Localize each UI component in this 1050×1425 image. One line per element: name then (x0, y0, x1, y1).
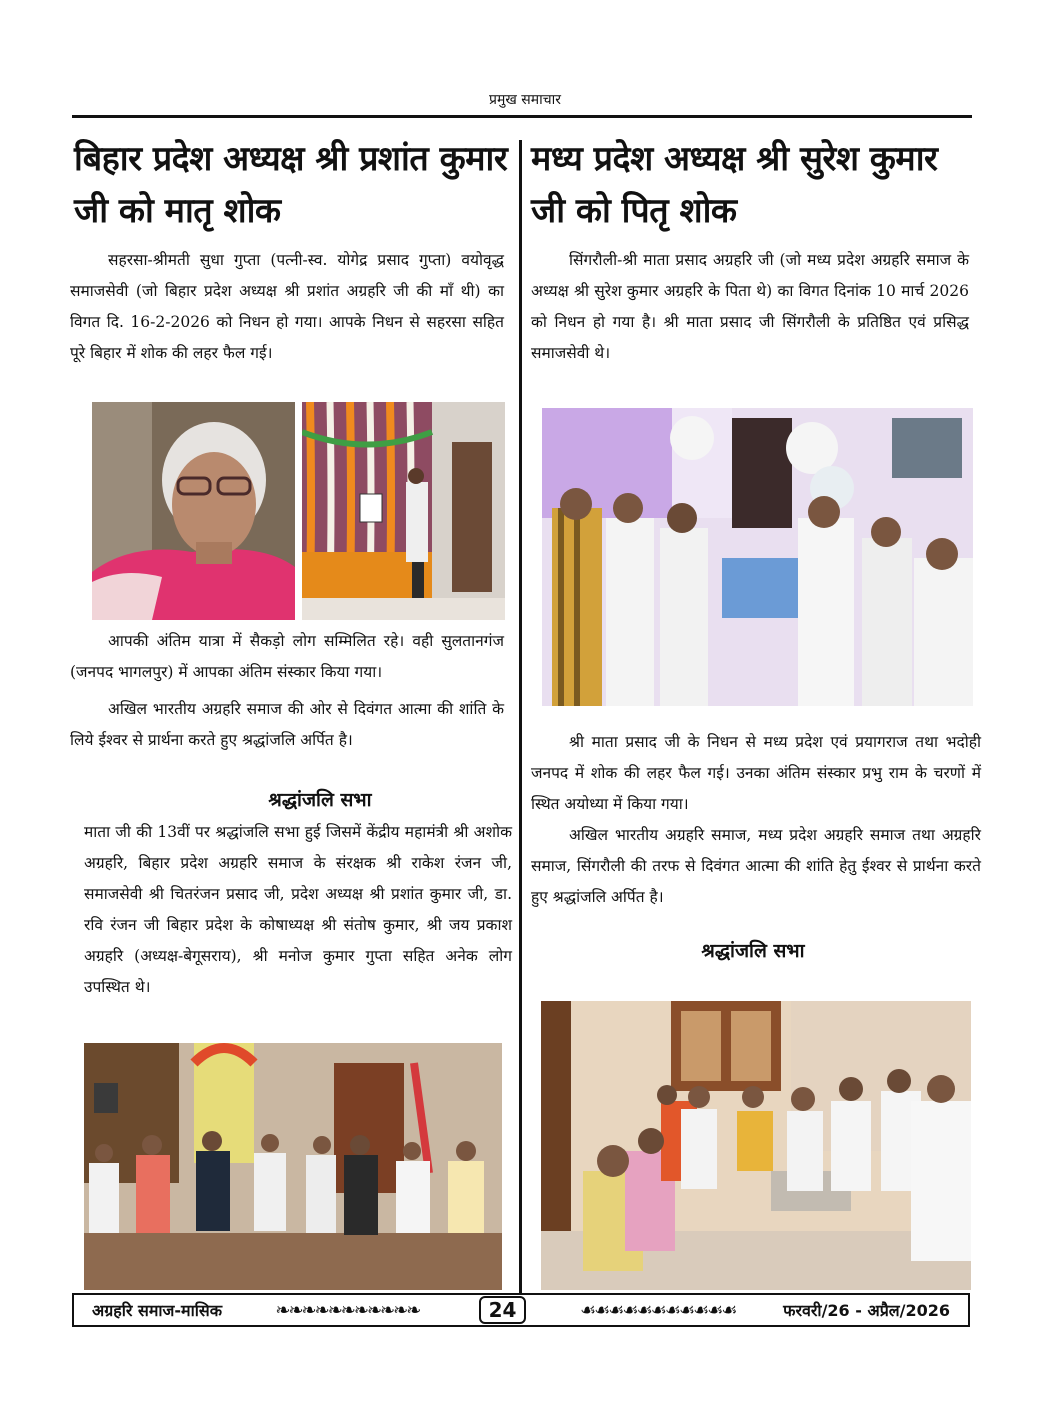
page-number: 24 (479, 1296, 527, 1324)
publication-name: अग्रहरि समाज-मासिक (92, 1301, 223, 1320)
ornament-right-icon: ☙☙☙☙☙☙☙☙☙☙☙ (580, 1299, 736, 1321)
footer-bar (72, 1293, 970, 1327)
right-prayer-photo (542, 408, 973, 706)
left-para-4: माता जी की 13वीं पर श्रद्धांजलि सभा हुई जिसमें केंद्रीय महामंत्री श्री अशोक अग्रहरि, बिहार प्रदेश अग्रहरि समाज के संरक्षक श्री राकेश रंजन जी, समाजसेवी श्री चितरंजन प्रसाद जी, प्रदेश अध्यक्ष श्री प्रशांत कुमार जी, डा. रवि रंजन जी बिहार प्रदेश के कोषाध्यक्ष श्री संतोष कुमार, श्री जय प्रकाश अग्रहरि (अध्यक्ष-बेगूसराय), श्री मनोज कुमार गुप्ता सहित अनेक लोग उपस्थित थे। (84, 823, 512, 996)
left-para-2: आपकी अंतिम यात्रा में सैकड़ो लोग सम्मिलित रहे। वही सुलतानगंज (जनपद भागलपुर) में आपका अंतिम संस्कार किया गया। (70, 632, 504, 681)
left-headline: बिहार प्रदेश अध्यक्ष श्री प्रशांत कुमार जी को मातृ शोक (74, 139, 508, 231)
top-rule (72, 115, 972, 118)
prayer-altar-photo (302, 402, 505, 620)
right-para-1: सिंगरौली-श्री माता प्रसाद अग्रहरि जी (जो मध्य प्रदेश अग्रहरि समाज के अध्यक्ष श्री सुरेश कुमार अग्रहरि के पिता थे) का विगत दिनांक 10 मार्च 2026 को निधन हो गया है। श्री माता प्रसाद जी सिंगरौली के प्रतिष्ठित एवं प्रसिद्ध समाजसेवी थे। (531, 251, 969, 362)
left-para-3: अखिल भारतीय अग्रहरि समाज की ओर से दिवंगत आत्मा की शांति के लिये ईश्वर से प्रार्थना करते हुए श्रद्धांजलि अर्पित है। (70, 700, 504, 749)
left-meeting-photo (84, 1043, 502, 1290)
ornament-left-icon: ❧❧❧❧❧❧❧❧❧❧❧ (275, 1299, 420, 1321)
left-body (70, 626, 504, 756)
right-body (531, 727, 981, 913)
right-meeting-photo (541, 1001, 971, 1290)
left-para-1: सहरसा-श्रीमती सुधा गुप्ता (पत्नी-स्व. योगेद्र प्रसाद गुप्ता) वयोवृद्ध समाजसेवी (जो बिहार प्रदेश अध्यक्ष श्री प्रशांत अग्रहरि जी की माँ थी) का विगत दि. 16-2-2026 को निधन हो गया। आपके निधन से सहरसा सहित पूरे बिहार में शोक की लहर फैल गई। (70, 251, 504, 362)
right-headline: मध्य प्रदेश अध्यक्ष श्री सुरेश कुमार जी को पितृ शोक (531, 139, 938, 231)
left-sabha-body (84, 817, 512, 1003)
section-label: प्रमुख समाचार (489, 92, 561, 108)
left-intro (70, 245, 504, 369)
right-para-3: अखिल भारतीय अग्रहरि समाज, मध्य प्रदेश अग्रहरि समाज तथा अग्रहरि समाज, सिंगरौली की तरफ से दिवंगत आत्मा की शांति हेतु ईश्वर से प्रार्थना करते हुए श्रद्धांजलि अर्पित है। (531, 826, 981, 906)
right-intro (531, 245, 969, 369)
portrait-photo (92, 402, 295, 620)
right-subhead: श्रद्धांजलि सभा (701, 940, 805, 962)
right-para-2: श्री माता प्रसाद जी के निधन से मध्य प्रदेश एवं प्रयागराज तथा भदोही जनपद में शोक की लहर फैल गई। उनका अंतिम संस्कार प्रभु राम के चरणों में स्थित अयोध्या में किया गया। (531, 733, 981, 813)
column-divider (519, 140, 522, 1293)
left-subhead: श्रद्धांजलि सभा (268, 789, 372, 811)
issue-date: फरवरी/26 - अप्रैल/2026 (783, 1301, 951, 1320)
